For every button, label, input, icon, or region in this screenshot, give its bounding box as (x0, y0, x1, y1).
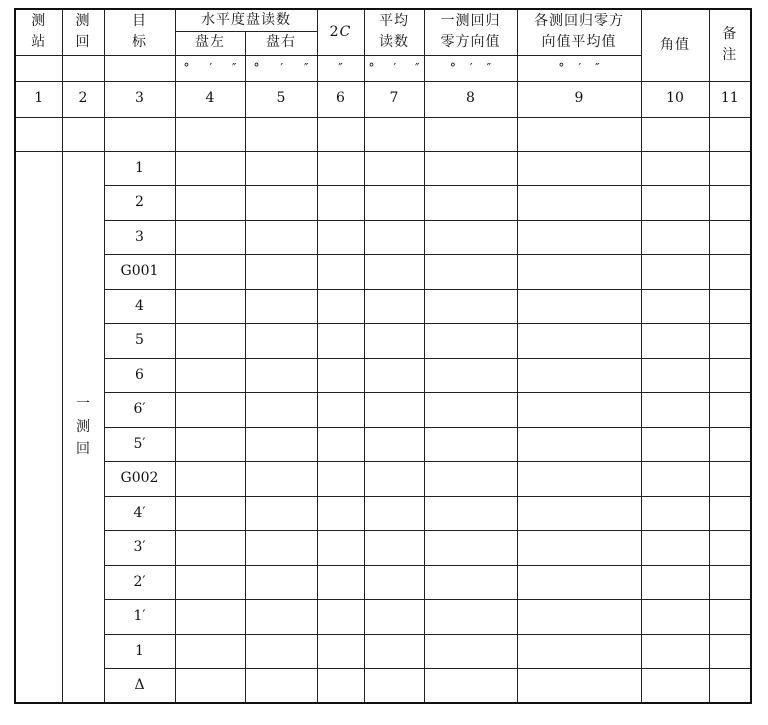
unit-left-dms: ° ′ ″ (175, 55, 245, 81)
table-row (15, 324, 751, 359)
target-cell: 1′ (104, 600, 175, 635)
target-cell: 6′ (104, 393, 175, 428)
target-cell: G001 (104, 255, 175, 290)
header-station: 测 站 (15, 9, 62, 55)
unit-empty-target (104, 55, 175, 81)
blank-row (15, 117, 751, 151)
target-cell: 4 (104, 289, 175, 324)
header-left-face: 盘左 (175, 31, 245, 55)
table-row (15, 186, 751, 221)
table-row (15, 289, 751, 324)
table-row (15, 255, 751, 290)
station-cell (15, 151, 62, 703)
table-row (15, 151, 751, 186)
col-number: 9 (517, 81, 641, 117)
header-zero-direction: 一测回归 零方向值 (424, 9, 517, 55)
table-row (15, 669, 751, 704)
target-cell: 5 (104, 324, 175, 359)
col-number: 6 (317, 81, 364, 117)
table-row (15, 600, 751, 635)
header-horizontal-circle: 水平度盘读数 (175, 9, 317, 31)
target-cell: Δ (104, 669, 175, 704)
header-target: 目 标 (104, 9, 175, 55)
header-round: 测 回 (62, 9, 104, 55)
col-number: 11 (709, 81, 751, 117)
col-number: 3 (104, 81, 175, 117)
col-number: 7 (364, 81, 424, 117)
table-row (15, 634, 751, 669)
col-number: 8 (424, 81, 517, 117)
target-cell: 5′ (104, 427, 175, 462)
direction-observation-table (14, 8, 752, 704)
table-row (15, 393, 751, 428)
unit-empty-station (15, 55, 62, 81)
table-row (15, 531, 751, 566)
target-cell: 1 (104, 634, 175, 669)
table-row (15, 462, 751, 497)
header-right-face: 盘右 (245, 31, 317, 55)
target-cell: 6 (104, 358, 175, 393)
observation-table-container (14, 8, 752, 704)
target-cell: 2 (104, 186, 175, 221)
header-average-direction: 各测回归零方 向值平均值 (517, 9, 641, 55)
table-row (15, 496, 751, 531)
table-row (15, 427, 751, 462)
unit-mean-dms: ° ′ ″ (364, 55, 424, 81)
col-number: 1 (15, 81, 62, 117)
col-number: 2 (62, 81, 104, 117)
round-cell: 一 测 回 (62, 151, 104, 703)
target-cell: 3′ (104, 531, 175, 566)
unit-avg-dms: ° ′ ″ (517, 55, 641, 81)
header-mean-reading: 平均 读数 (364, 9, 424, 55)
header-remark: 备 注 (709, 9, 751, 81)
table-row (15, 358, 751, 393)
header-angle: 角值 (641, 9, 709, 81)
unit-zero-dms: ° ′ ″ (424, 55, 517, 81)
table-row (15, 565, 751, 600)
header-2c: 2C (317, 9, 364, 55)
target-cell: 2′ (104, 565, 175, 600)
target-cell: 4′ (104, 496, 175, 531)
unit-empty-round (62, 55, 104, 81)
target-cell: G002 (104, 462, 175, 497)
table-row (15, 220, 751, 255)
target-cell: 1 (104, 151, 175, 186)
unit-right-dms: ° ′ ″ (245, 55, 317, 81)
target-cell: 3 (104, 220, 175, 255)
col-number: 5 (245, 81, 317, 117)
col-number: 4 (175, 81, 245, 117)
unit-2c-sec: ″ (317, 55, 364, 81)
col-number: 10 (641, 81, 709, 117)
